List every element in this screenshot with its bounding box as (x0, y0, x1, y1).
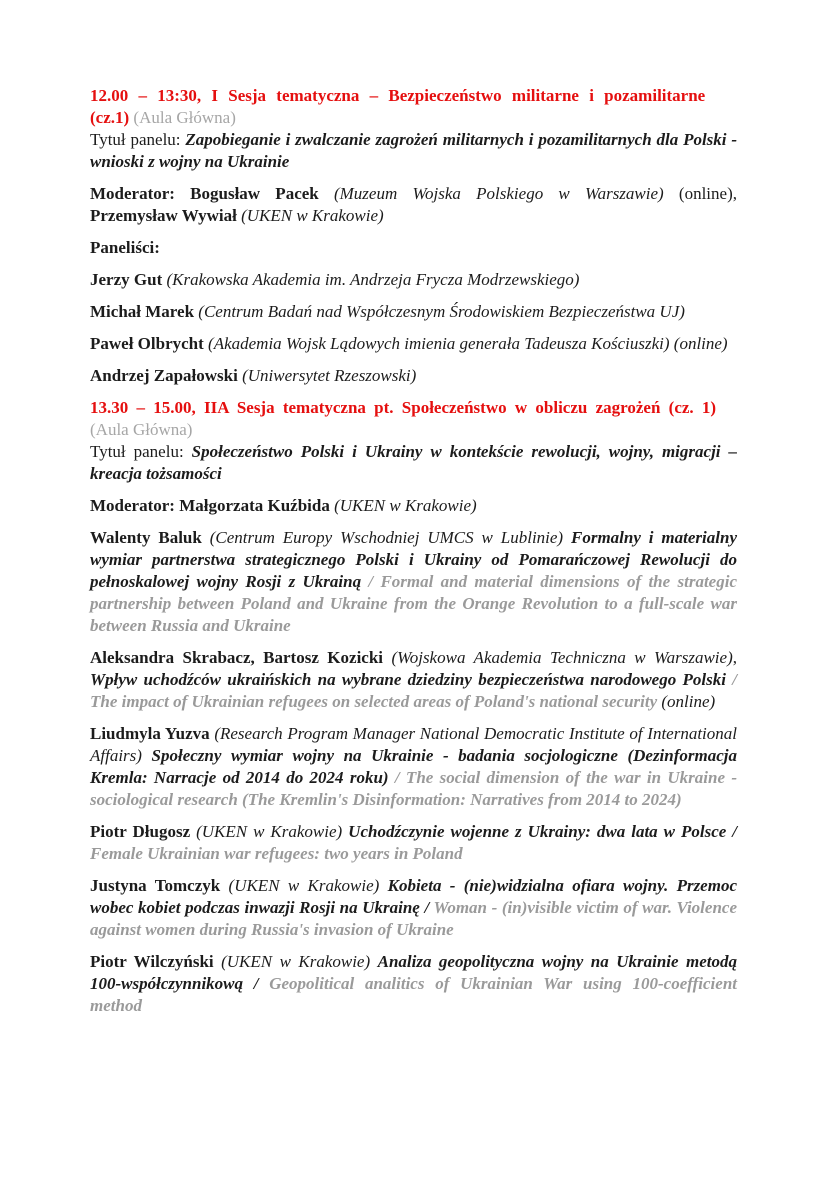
panelist-pawel-olbrycht-run: (Akademia Wojsk Lądowych imienia generała Tadeusza Kościuszki) (208, 334, 670, 353)
session2-moderator-run: (UKEN w Krakowie) (334, 496, 477, 515)
panelist-jerzy-gut (90, 269, 737, 291)
session1-moderator-run: Moderator: Bogusław Pacek (90, 184, 334, 203)
talk-justyna-tomczyk-run: Kobieta - (nie)widzialna ofiara wojny. Przemoc wobec kobiet podczas inwazji Rosji na Ukrainę / (90, 876, 737, 917)
panelist-andrzej-zapalowski-run: Andrzej Zapałowski (90, 366, 243, 385)
session2-moderator-run: Moderator: Małgorzata Kuźbida (90, 496, 335, 515)
talk-piotr-dlugosz-run: Female Ukrainian war refugees: two years in Poland (90, 844, 463, 863)
document-content (90, 85, 737, 1017)
session1-heading-run: (cz.1) (90, 108, 130, 127)
session1-heading-run: (Aula Główna) (133, 108, 236, 127)
panelist-michal-marek (90, 301, 737, 323)
talk-liudmyla-yuzva-run: (Research Program Manager National Democratic Institute of International Affairs) (90, 724, 737, 765)
talk-skrabacz-kozicki-run: Wpływ uchodźców ukraińskich na wybrane dziedziny bezpieczeństwa narodowego Polski (90, 670, 733, 689)
session1-panel-title-run: Zapobieganie i zwalczanie zagrożeń militarnych i pozamilitarnych dla Polski - wnioski z wojny na Ukrainie (90, 130, 738, 171)
talk-justyna-tomczyk-run: Justyna Tomczyk (90, 876, 229, 895)
panelist-pawel-olbrycht-run: Paweł Olbrycht (90, 334, 209, 353)
session1-moderator-run: (UKEN w Krakowie) (241, 206, 384, 225)
talk-piotr-dlugosz-run: Uchodźczynie wojenne z Ukrainy: dwa lata w Polsce / (348, 822, 737, 841)
panelist-andrzej-zapalowski-run: (Uniwersytet Rzeszowski) (242, 366, 417, 385)
panelist-pawel-olbrycht-run: (online) (673, 334, 728, 353)
talk-liudmyla-yuzva-run: Liudmyla Yuzva (90, 724, 215, 743)
talk-liudmyla-yuzva-run: / The social dimension of the war in Ukraine - sociological research (The Kremlin's Disinformation: Narratives from 2014 to 2024) (90, 768, 737, 809)
talk-piotr-dlugosz-run: (UKEN w Krakowie) (196, 822, 349, 841)
session2-panel-title-run: Społeczeństwo Polski i Ukrainy w kontekście rewolucji, wojny, migracji – kreacja tożsamości (90, 442, 737, 483)
talk-piotr-dlugosz-run: Piotr Długosz (90, 822, 197, 841)
session2-panel-title (90, 441, 737, 485)
talk-walenty-baluk-run: / Formal and material dimensions of the strategic partnership between Poland and Ukraine from the Orange Revolution to a full-scale war between Russia and Ukraine (90, 572, 737, 635)
talk-liudmyla-yuzva-run: Społeczny wymiar wojny na Ukrainie - badania socjologiczne (Dezinformacja Kremla: Narracje od 2014 do 2024 roku) (90, 746, 738, 787)
session1-moderator-run: (Muzeum Wojska Polskiego w Warszawie) (333, 184, 664, 203)
panelists-label-run: Paneliści: (90, 238, 160, 257)
talk-justyna-tomczyk-run: Woman - (in)visible victim of war. Violence against women during Russia's invasion of Ukraine (90, 898, 737, 939)
panelist-jerzy-gut-run: Jerzy Gut (90, 270, 167, 289)
session1-heading (90, 85, 737, 129)
talk-skrabacz-kozicki-run: Aleksandra Skrabacz, Bartosz Kozicki (90, 648, 392, 667)
session1-panel-title (90, 129, 737, 173)
session2-panel-title-run: Tytuł panelu: (90, 442, 192, 461)
talk-piotr-wilczynski-run: (UKEN w Krakowie) (221, 952, 378, 971)
talk-skrabacz-kozicki-run: , (732, 648, 737, 667)
session1-moderator (90, 183, 737, 227)
panelist-michal-marek-run: (Centrum Badań nad Współczesnym Środowiskiem Bezpieczeństwa UJ) (198, 302, 685, 321)
talk-justyna-tomczyk (90, 875, 737, 941)
panelist-andrzej-zapalowski (90, 365, 737, 387)
session2-heading (90, 397, 737, 441)
talk-skrabacz-kozicki-run: (online) (661, 692, 716, 711)
talk-skrabacz-kozicki-run: (Wojskowa Akademia Techniczna w Warszawie) (391, 648, 733, 667)
panelist-jerzy-gut-run: (Krakowska Akademia im. Andrzeja Frycza Modrzewskiego) (166, 270, 580, 289)
session1-moderator-run: (online), (663, 184, 737, 203)
talk-piotr-dlugosz (90, 821, 737, 865)
talk-walenty-baluk-run: Walenty Baluk (90, 528, 210, 547)
talk-piotr-wilczynski-run: Piotr Wilczyński (90, 952, 222, 971)
talk-piotr-wilczynski-run: Analiza geopolityczna wojny na Ukrainie metodą 100-współczynnikową / (90, 952, 737, 993)
talk-walenty-baluk (90, 527, 737, 637)
talk-liudmyla-yuzva (90, 723, 737, 811)
talk-piotr-wilczynski-run: Geopolitical analitics of Ukrainian War using 100-coefficient method (90, 974, 737, 1015)
talk-skrabacz-kozicki (90, 647, 737, 713)
panelist-pawel-olbrycht (90, 333, 737, 355)
panelist-michal-marek-run: Michał Marek (90, 302, 199, 321)
session1-moderator-run: Przemysław Wywiał (90, 206, 242, 225)
session2-heading-run: 13.30 – 15.00, IIA Sesja tematyczna pt. Społeczeństwo w obliczu zagrożeń (cz. 1) (90, 398, 717, 417)
talk-skrabacz-kozicki-run: / The impact of Ukrainian refugees on selected areas of Poland's national security (90, 670, 737, 711)
talk-walenty-baluk-run: Formalny i materialny wymiar partnerstwa strategicznego Polski i Ukrainy od Pomarańczowej Rewolucji do pełnoskalowej wojny Rosji z Ukrainą (90, 528, 737, 591)
talk-justyna-tomczyk-run: (UKEN w Krakowie) (228, 876, 388, 895)
session1-heading-run: 12.00 – 13:30, I Sesja tematyczna – Bezpieczeństwo militarne i pozamilitarne (90, 86, 706, 105)
session1-panel-title-run: Tytuł panelu: (90, 130, 186, 149)
talk-piotr-wilczynski (90, 951, 737, 1017)
panelists-label (90, 237, 737, 259)
session2-moderator (90, 495, 737, 517)
session2-heading-run: (Aula Główna) (90, 420, 193, 439)
talk-walenty-baluk-run: (Centrum Europy Wschodniej UMCS w Lublinie) (209, 528, 571, 547)
